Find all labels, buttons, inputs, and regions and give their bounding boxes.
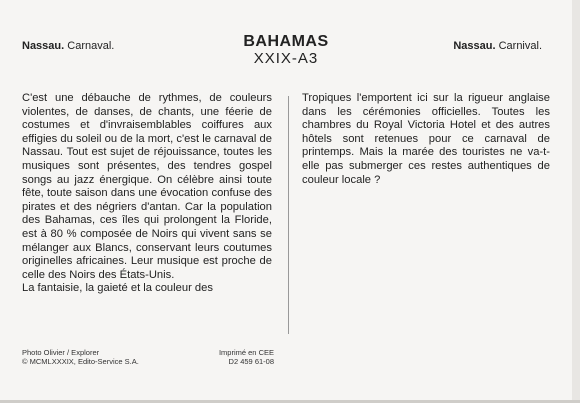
photo-credit-line2: © MCMLXXXIX, Edito-Service S.A. [22,357,139,366]
print-info-line2: D2 459 61-08 [228,357,274,366]
page-title: BAHAMAS [243,33,329,50]
column-divider [288,96,289,334]
header-left-place: Nassau. [22,40,65,52]
print-info [210,348,274,366]
header-right-place: Nassau. [453,40,496,52]
paragraph-right: Tropiques l'emportent ici sur la rigueur anglaise dans les cérémonies officielles. Toutes les chambres du Royal Victoria Hotel et des autres hôtels sont retenues pour ce carnaval de printemps. Mais la marée des touristes ne va-t-elle pas submerger ces restes authentiques de couleur locale ? [302,92,550,186]
paragraph-left-continued: La fantaisie, la gaieté et la couleur des [22,282,213,295]
paragraph-left: C'est une débauche de rythmes, de couleurs violentes, de danses, de chants, une féerie de costumes et d'invraisemblables coiffures aux effigies du soleil ou de la mort, c'est le carnaval de Nassau. Tout est sujet de réjouissance, toutes les musiques sont présentes, des tendres gospel songs au jazz énergique. On célèbre ainsi toute fête, toute saison dans une évocation confuse des pirates et des négriers d'antan. Car la population des Bahamas, ces îles qui prolongent la Floride, est à 80 % composée de Noirs qui vivent sans se mélanger aux Blancs, conservant leurs coutumes originelles africaines. Leur musique est proche de celle des Noirs des États-Unis. [22,92,272,281]
reference-code: XXIX-A3 [253,50,319,67]
header-right-event: Carnival. [498,40,542,52]
photo-credit-line1: Photo Olivier / Explorer [22,348,100,357]
header-right [453,40,542,52]
text-column-left [22,92,272,296]
photo-credit [22,348,139,366]
header-left-event: Carnaval. [67,40,115,52]
print-info-line1: Imprimé en CEE [218,348,274,357]
text-column-right [302,92,550,187]
